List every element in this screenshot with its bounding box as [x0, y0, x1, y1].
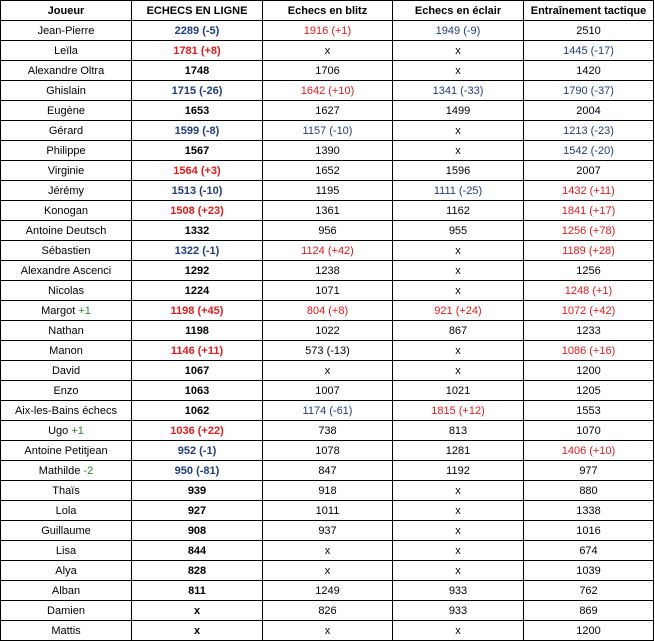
- player-name: Lisa: [55, 544, 77, 557]
- player-name-cell: [1, 401, 132, 421]
- online-rating-cell: 828: [132, 561, 263, 581]
- player-name: Gérard: [48, 124, 84, 137]
- tactics-rating-cell: 2510: [524, 21, 654, 41]
- table-row: [1, 61, 654, 81]
- player-name-cell: [1, 321, 132, 341]
- tactics-rating-cell: 1542 (-20): [524, 141, 654, 161]
- online-rating-cell: 1036 (+22): [132, 421, 263, 441]
- player-name: Alban: [51, 584, 81, 597]
- player-name: Nicolas: [47, 284, 85, 297]
- player-name: Sébastien: [41, 244, 91, 257]
- tactics-rating-cell: 1205: [524, 381, 654, 401]
- table-row: [1, 201, 654, 221]
- eclair-rating-cell: 1596: [393, 161, 524, 181]
- player-name-cell: [1, 381, 132, 401]
- player-name: Virginie: [47, 164, 85, 177]
- blitz-rating-cell: 738: [263, 421, 393, 441]
- player-name: Thaïs: [52, 484, 80, 497]
- eclair-rating-cell: x: [393, 481, 524, 501]
- online-rating-cell: 1292: [132, 261, 263, 281]
- eclair-rating-cell: 933: [393, 601, 524, 621]
- table-row: [1, 461, 654, 481]
- tactics-rating-cell: 1070: [524, 421, 654, 441]
- tactics-rating-cell: 977: [524, 461, 654, 481]
- blitz-rating-cell: 1627: [263, 101, 393, 121]
- blitz-rating-cell: 1124 (+42): [263, 241, 393, 261]
- player-name: Enzo: [53, 384, 79, 397]
- eclair-rating-cell: x: [393, 41, 524, 61]
- online-rating-cell: 1146 (+11): [132, 341, 263, 361]
- rank-change-badge: -2: [83, 464, 94, 477]
- blitz-rating-cell: 1390: [263, 141, 393, 161]
- blitz-rating-cell: x: [263, 621, 393, 641]
- blitz-rating-cell: x: [263, 541, 393, 561]
- rank-change-badge: +1: [71, 424, 84, 437]
- player-name-cell: [1, 441, 132, 461]
- online-rating-cell: 1062: [132, 401, 263, 421]
- player-name-cell: [1, 341, 132, 361]
- tactics-rating-cell: 1213 (-23): [524, 121, 654, 141]
- tactics-rating-cell: 1841 (+17): [524, 201, 654, 221]
- tactics-rating-cell: 1790 (-37): [524, 81, 654, 101]
- player-name-cell: [1, 461, 132, 481]
- blitz-rating-cell: 1642 (+10): [263, 81, 393, 101]
- player-name: Philippe: [46, 144, 86, 157]
- eclair-rating-cell: x: [393, 621, 524, 641]
- online-rating-cell: 1198: [132, 321, 263, 341]
- eclair-rating-cell: 933: [393, 581, 524, 601]
- eclair-rating-cell: 1111 (-25): [393, 181, 524, 201]
- tactics-rating-cell: 1256 (+78): [524, 221, 654, 241]
- blitz-rating-cell: x: [263, 561, 393, 581]
- eclair-rating-cell: 955: [393, 221, 524, 241]
- online-rating-cell: 1224: [132, 281, 263, 301]
- table-row: [1, 421, 654, 441]
- tactics-rating-cell: 1432 (+11): [524, 181, 654, 201]
- player-name-cell: [1, 201, 132, 221]
- table-row: [1, 141, 654, 161]
- player-name-cell: [1, 181, 132, 201]
- table-row: [1, 241, 654, 261]
- eclair-rating-cell: x: [393, 561, 524, 581]
- eclair-rating-cell: x: [393, 501, 524, 521]
- table-row: [1, 21, 654, 41]
- header-blitz: Echecs en blitz: [263, 1, 393, 21]
- online-rating-cell: 1715 (-26): [132, 81, 263, 101]
- eclair-rating-cell: 1281: [393, 441, 524, 461]
- online-rating-cell: 927: [132, 501, 263, 521]
- blitz-rating-cell: 1022: [263, 321, 393, 341]
- online-rating-cell: 2289 (-5): [132, 21, 263, 41]
- tactics-rating-cell: 1445 (-17): [524, 41, 654, 61]
- eclair-rating-cell: 921 (+24): [393, 301, 524, 321]
- player-name-cell: [1, 581, 132, 601]
- player-name-cell: [1, 621, 132, 641]
- table-row: [1, 581, 654, 601]
- player-name: Guillaume: [41, 524, 91, 537]
- online-rating-cell: 1067: [132, 361, 263, 381]
- eclair-rating-cell: x: [393, 341, 524, 361]
- blitz-rating-cell: 1071: [263, 281, 393, 301]
- player-name: Eugène: [47, 104, 85, 117]
- tactics-rating-cell: 1016: [524, 521, 654, 541]
- tactics-rating-cell: 880: [524, 481, 654, 501]
- online-rating-cell: 1508 (+23): [132, 201, 263, 221]
- online-rating-cell: 1567: [132, 141, 263, 161]
- blitz-rating-cell: 1652: [263, 161, 393, 181]
- player-name-cell: [1, 561, 132, 581]
- tactics-rating-cell: 1189 (+28): [524, 241, 654, 261]
- player-name: Damien: [47, 604, 85, 617]
- player-name: Lola: [55, 504, 77, 517]
- eclair-rating-cell: 1162: [393, 201, 524, 221]
- eclair-rating-cell: x: [393, 541, 524, 561]
- eclair-rating-cell: 813: [393, 421, 524, 441]
- online-rating-cell: 1322 (-1): [132, 241, 263, 261]
- blitz-rating-cell: 1706: [263, 61, 393, 81]
- header-row: [1, 1, 654, 21]
- online-rating-cell: 1564 (+3): [132, 161, 263, 181]
- online-rating-cell: 939: [132, 481, 263, 501]
- player-name-cell: [1, 61, 132, 81]
- player-name: Aix-les-Bains échecs: [14, 404, 118, 417]
- table-row: [1, 121, 654, 141]
- table-row: [1, 401, 654, 421]
- player-name: Jérémy: [47, 184, 85, 197]
- tactics-rating-cell: 1233: [524, 321, 654, 341]
- player-name: David: [51, 364, 81, 377]
- tactics-rating-cell: 1072 (+42): [524, 301, 654, 321]
- table-row: [1, 621, 654, 641]
- online-rating-cell: 844: [132, 541, 263, 561]
- table-row: [1, 441, 654, 461]
- blitz-rating-cell: 804 (+8): [263, 301, 393, 321]
- blitz-rating-cell: 1078: [263, 441, 393, 461]
- eclair-rating-cell: x: [393, 261, 524, 281]
- table-row: [1, 161, 654, 181]
- eclair-rating-cell: x: [393, 281, 524, 301]
- player-name-cell: [1, 141, 132, 161]
- table-row: [1, 41, 654, 61]
- header-eclair: Echecs en éclair: [393, 1, 524, 21]
- online-rating-cell: 908: [132, 521, 263, 541]
- header-tactics: Entraînement tactique: [524, 1, 654, 21]
- blitz-rating-cell: 1361: [263, 201, 393, 221]
- tactics-rating-cell: 762: [524, 581, 654, 601]
- online-rating-cell: 952 (-1): [132, 441, 263, 461]
- player-name-cell: [1, 261, 132, 281]
- tactics-rating-cell: 674: [524, 541, 654, 561]
- blitz-rating-cell: 1174 (-61): [263, 401, 393, 421]
- table-row: [1, 361, 654, 381]
- table-row: [1, 601, 654, 621]
- blitz-rating-cell: 1007: [263, 381, 393, 401]
- blitz-rating-cell: 1011: [263, 501, 393, 521]
- online-rating-cell: 1781 (+8): [132, 41, 263, 61]
- eclair-rating-cell: 867: [393, 321, 524, 341]
- tactics-rating-cell: 1200: [524, 621, 654, 641]
- online-rating-cell: x: [132, 621, 263, 641]
- online-rating-cell: 1748: [132, 61, 263, 81]
- tactics-rating-cell: 869: [524, 601, 654, 621]
- player-name-cell: [1, 81, 132, 101]
- player-name-cell: [1, 481, 132, 501]
- player-name-cell: [1, 541, 132, 561]
- online-rating-cell: 1198 (+45): [132, 301, 263, 321]
- table-row: [1, 481, 654, 501]
- header-online: ECHECS EN LIGNE: [132, 1, 263, 21]
- player-name-cell: [1, 361, 132, 381]
- eclair-rating-cell: 1021: [393, 381, 524, 401]
- online-rating-cell: 1653: [132, 101, 263, 121]
- player-name-cell: [1, 501, 132, 521]
- table-row: [1, 561, 654, 581]
- player-name: Antoine Petitjean: [24, 444, 108, 457]
- player-name-cell: [1, 41, 132, 61]
- table-row: [1, 541, 654, 561]
- player-name: Mattis: [51, 624, 81, 637]
- player-name: Ugo: [48, 424, 69, 437]
- table-row: [1, 261, 654, 281]
- player-name: Alexandre Ascenci: [20, 264, 112, 277]
- blitz-rating-cell: 937: [263, 521, 393, 541]
- player-name: Manon: [49, 344, 83, 357]
- tactics-rating-cell: 2004: [524, 101, 654, 121]
- online-rating-cell: 1513 (-10): [132, 181, 263, 201]
- table-row: [1, 521, 654, 541]
- player-name-cell: [1, 221, 132, 241]
- blitz-rating-cell: 918: [263, 481, 393, 501]
- eclair-rating-cell: x: [393, 521, 524, 541]
- player-name-cell: [1, 421, 132, 441]
- player-name: Antoine Deutsch: [25, 224, 107, 237]
- player-name: Jean-Pierre: [37, 24, 95, 37]
- table-row: [1, 101, 654, 121]
- blitz-rating-cell: 573 (-13): [263, 341, 393, 361]
- eclair-rating-cell: x: [393, 141, 524, 161]
- online-rating-cell: 1332: [132, 221, 263, 241]
- eclair-rating-cell: 1341 (-33): [393, 81, 524, 101]
- online-rating-cell: x: [132, 601, 263, 621]
- blitz-rating-cell: 1238: [263, 261, 393, 281]
- eclair-rating-cell: x: [393, 61, 524, 81]
- player-name: Mathilde: [38, 464, 81, 477]
- blitz-rating-cell: 1157 (-10): [263, 121, 393, 141]
- table-body: [1, 21, 654, 641]
- blitz-rating-cell: 956: [263, 221, 393, 241]
- blitz-rating-cell: x: [263, 361, 393, 381]
- table-row: [1, 341, 654, 361]
- table-row: [1, 221, 654, 241]
- table-row: [1, 501, 654, 521]
- player-name: Konogan: [43, 204, 89, 217]
- player-name: Alexandre Oltra: [27, 64, 105, 77]
- blitz-rating-cell: 847: [263, 461, 393, 481]
- player-name-cell: [1, 21, 132, 41]
- eclair-rating-cell: x: [393, 361, 524, 381]
- eclair-rating-cell: x: [393, 121, 524, 141]
- player-name-cell: [1, 281, 132, 301]
- blitz-rating-cell: 826: [263, 601, 393, 621]
- player-name-cell: [1, 241, 132, 261]
- tactics-rating-cell: 2007: [524, 161, 654, 181]
- blitz-rating-cell: 1249: [263, 581, 393, 601]
- online-rating-cell: 1599 (-8): [132, 121, 263, 141]
- eclair-rating-cell: 1192: [393, 461, 524, 481]
- tactics-rating-cell: 1248 (+1): [524, 281, 654, 301]
- tactics-rating-cell: 1200: [524, 361, 654, 381]
- eclair-rating-cell: 1499: [393, 101, 524, 121]
- tactics-rating-cell: 1256: [524, 261, 654, 281]
- table-row: [1, 281, 654, 301]
- table-row: [1, 81, 654, 101]
- table-row: [1, 381, 654, 401]
- blitz-rating-cell: x: [263, 41, 393, 61]
- blitz-rating-cell: 1195: [263, 181, 393, 201]
- table-row: [1, 181, 654, 201]
- player-name: Margot: [41, 304, 76, 317]
- player-name-cell: [1, 101, 132, 121]
- header-player: Joueur: [1, 1, 132, 21]
- blitz-rating-cell: 1916 (+1): [263, 21, 393, 41]
- tactics-rating-cell: 1039: [524, 561, 654, 581]
- eclair-rating-cell: 1949 (-9): [393, 21, 524, 41]
- table-row: [1, 301, 654, 321]
- eclair-rating-cell: x: [393, 241, 524, 261]
- online-rating-cell: 950 (-81): [132, 461, 263, 481]
- player-name: Alya: [55, 564, 77, 577]
- player-name-cell: [1, 301, 132, 321]
- online-rating-cell: 1063: [132, 381, 263, 401]
- tactics-rating-cell: 1338: [524, 501, 654, 521]
- player-name: Leïla: [54, 44, 78, 57]
- tactics-rating-cell: 1553: [524, 401, 654, 421]
- tactics-rating-cell: 1420: [524, 61, 654, 81]
- player-name-cell: [1, 161, 132, 181]
- tactics-rating-cell: 1086 (+16): [524, 341, 654, 361]
- player-name: Nathan: [48, 324, 84, 337]
- player-name-cell: [1, 121, 132, 141]
- player-name-cell: [1, 521, 132, 541]
- tactics-rating-cell: 1406 (+10): [524, 441, 654, 461]
- eclair-rating-cell: 1815 (+12): [393, 401, 524, 421]
- table-row: [1, 321, 654, 341]
- online-rating-cell: 811: [132, 581, 263, 601]
- player-name-cell: [1, 601, 132, 621]
- player-name: Ghislain: [46, 84, 86, 97]
- rank-change-badge: +1: [78, 304, 91, 317]
